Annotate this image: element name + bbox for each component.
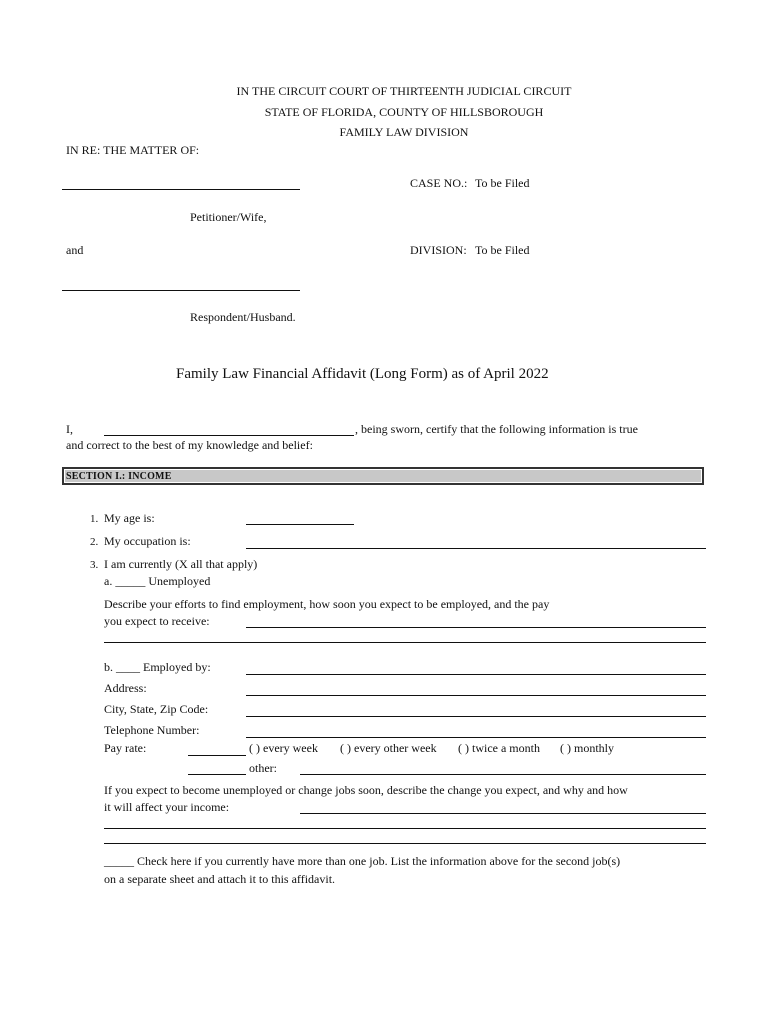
monthly-option[interactable]: ( ) monthly [560,741,614,755]
employment-efforts-label: Describe your efforts to find employment, how soon you expect to be employed, and the pay [104,597,550,611]
petitioner-label: Petitioner/Wife, [190,210,267,224]
address-field[interactable] [246,695,706,696]
in-re-label: IN RE: THE MATTER OF: [66,143,200,157]
pay-rate-other-field[interactable] [300,774,706,775]
section-income-title: SECTION I.: INCOME [66,471,172,482]
other-label: other: [249,761,277,775]
pay-rate-other-amount-field[interactable] [188,774,246,775]
item-number-1: 1. [90,513,99,525]
job-change-field[interactable] [300,813,706,814]
job-change-field-2[interactable] [104,828,706,829]
occupation-field[interactable] [246,548,706,549]
employment-efforts-label-2: you expect to receive: [104,614,210,628]
every-other-week-option[interactable]: ( ) every other week [340,741,437,755]
job-change-field-3[interactable] [104,843,706,844]
age-label: My age is: [104,511,155,525]
job-change-label-2: it will affect your income: [104,800,230,814]
pay-rate-label: Pay rate: [104,741,147,755]
unemployed-option[interactable]: a. _____ Unemployed [104,574,211,588]
pay-rate-field[interactable] [188,755,246,756]
job-change-label: If you expect to become unemployed or change jobs soon, describe the change you expect, and why and how [104,783,628,797]
address-label: Address: [104,681,147,695]
every-week-option[interactable]: ( ) every week [249,741,318,755]
item-number-3: 3. [90,559,99,571]
court-name: IN THE CIRCUIT COURT OF THIRTEENTH JUDICIAL CIRCUIT [236,84,572,98]
document-title: Family Law Financial Affidavit (Long Form) as of April 2022 [176,366,549,382]
item-number-2: 2. [90,536,99,548]
occupation-label: My occupation is: [104,534,191,548]
employment-efforts-field-2[interactable] [104,642,706,643]
employment-efforts-field[interactable] [246,627,706,628]
more-than-one-job-note: on a separate sheet and attach it to this affidavit. [104,872,336,886]
division-label: DIVISION: [410,243,467,257]
oath-text: , being sworn, certify that the following information is true [355,422,638,436]
oath-text-line2: and correct to the best of my knowledge and belief: [66,438,313,452]
telephone-label: Telephone Number: [104,723,200,737]
and-label: and [66,243,84,257]
employed-option[interactable]: b. ____ Employed by: [104,660,211,674]
petitioner-name-line[interactable] [62,189,300,190]
respondent-name-line[interactable] [62,290,300,291]
oath-i-label: I, [66,422,73,436]
telephone-field[interactable] [246,737,706,738]
case-no-value: To be Filed [475,176,530,190]
more-than-one-job-option[interactable]: _____ Check here if you currently have more than one job. List the information above for the second job(s) [104,854,621,868]
age-field[interactable] [246,524,354,525]
currently-label: I am currently (X all that apply) [104,557,258,571]
state-county: STATE OF FLORIDA, COUNTY OF HILLSBOROUGH [264,105,544,119]
respondent-label: Respondent/Husband. [190,310,296,324]
employer-field[interactable] [246,674,706,675]
twice-a-month-option[interactable]: ( ) twice a month [458,741,540,755]
division-value: To be Filed [475,243,530,257]
section-income-header [62,467,704,485]
division-name: FAMILY LAW DIVISION [339,125,469,139]
case-no-label: CASE NO.: [410,176,468,190]
city-state-zip-field[interactable] [246,716,706,717]
affiant-name-line[interactable] [104,435,354,436]
city-state-zip-label: City, State, Zip Code: [104,702,209,716]
